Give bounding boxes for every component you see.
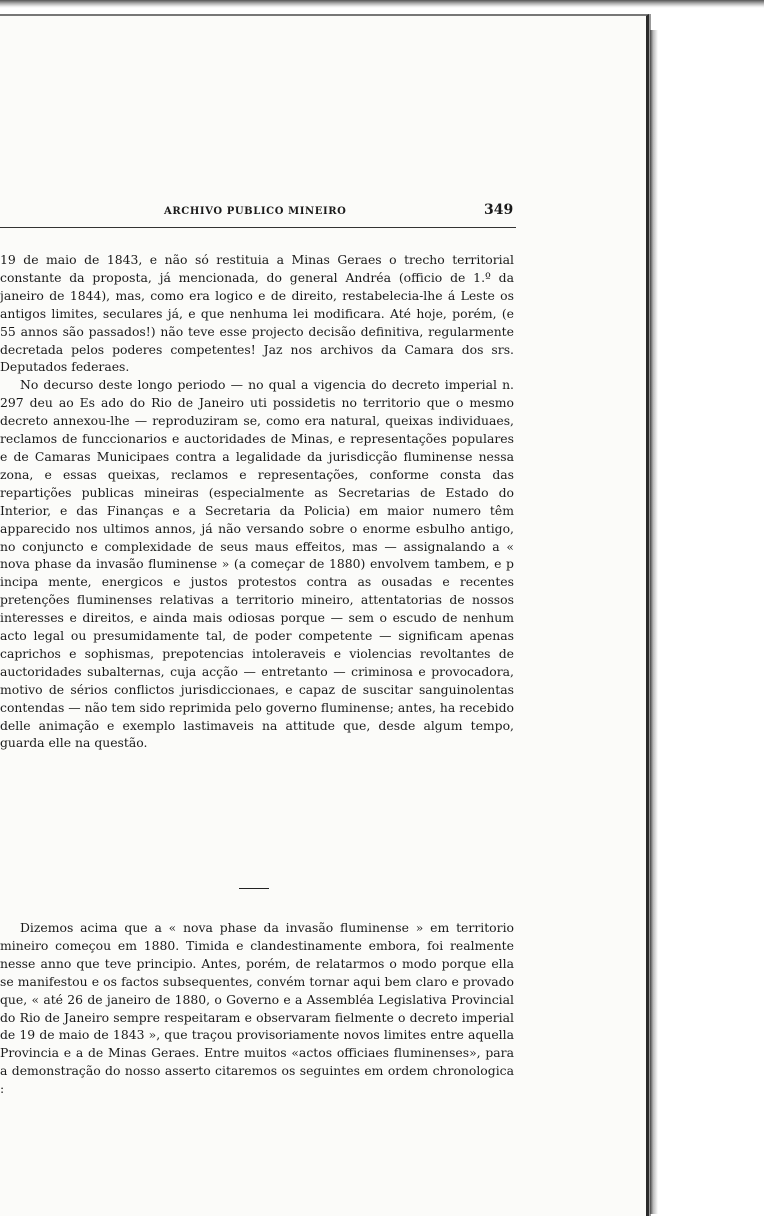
running-head (0, 202, 520, 222)
paragraph: Dizemos acima que a « nova phase da invasão fluminense » em territorio mineiro começou em 1880. Timida e clandestinamente embora, foi realmente nesse anno que teve principio. Antes, porém, de relatarmos o modo porque ella se manifestou e os factos subsequentes, convém tornar aqui bem claro e provado que, « até 26 de janeiro de 1880, o Governo e a Assembléa Legislativa Provincial do Rio de Janeiro sempre respeitaram e observaram fielmente o decreto imperial de 19 de maio de 1843 », que traçou provisoriamente novos limites entre aquella Provincia e a de Minas Geraes. Entre muitos «actos officiaes fluminenses», para a demonstração do nosso asserto citaremos os seguintes em ordem chronologica : (0, 920, 514, 1097)
paragraph-continuation: 19 de maio de 1843, e não só restituia a Minas Geraes o trecho territorial constante da proposta, já mencionada, do general Andréa (officio de 1.º da janeiro de 1844), mas, como era logico e de direito, restabelecia-lhe á Leste os antigos limites, seculares já, e que nenhuma lei modificara. Até hoje, porém, (e 55 annos são passados!) não teve esse projecto decisão definitiva, regularmente decretada pelos poderes competentes! Jaz nos archivos da Camara dos srs. Deputados federaes. (0, 252, 514, 375)
section-break-rule (239, 888, 269, 889)
text-block-lower (0, 919, 514, 1098)
paragraph: No decurso deste longo periodo — no qual a vigencia do decreto imperial n. 297 deu ao Es ado do Rio de Janeiro uti possidetis no territorio que o mesmo decreto annexou-lhe — reproduziram se, como era natural, queixas individuaes, reclamos de funccionarios e auctoridades de Minas, e representações populares e de Camaras Municipaes contra a legalidade da jurisdicção fluminense nessa zona, e essas queixas, reclamos e representações, conforme consta das repartições publicas mineiras (especialmente as Secretarias de Estado do Interior, e das Finanças e a Secretaria da Policia) em maior numero têm apparecido nos ultimos annos, já não versando sobre o enorme esbulho antigo, no conjuncto e complexidade de seus maus effeitos, mas — assignalando a « nova phase da invasão fluminense » (a começar de 1880) envolvem tambem, e p incipa mente, energicos e justos protestos contra as ousadas e recentes pretenções fluminenses relativas a territorio mineiro, attentatorias de nossos interesses e direitos, e ainda mais odiosas porque — sem o escudo de nenhum acto legal ou presumidamente tal, de poder competente — significam apenas caprichos e sophismas, prepotencias intoleraveis e violencias revoltantes de auctoridades subalternas, cuja acção — entretanto — criminosa e provocadora, motivo de sérios conflictos jurisdiccionaes, e capaz de suscitar sanguinolentas contendas — não tem sido reprimida pelo governo fluminense; antes, ha recebido delle animação e exemplo lastimaveis na attitude que, desde algum tempo, guarda elle na questão. (0, 377, 514, 751)
scan-shadow (0, 0, 764, 8)
book-page (0, 14, 649, 1216)
text-block-upper (0, 251, 514, 752)
header-rule (0, 227, 516, 228)
page-edge (650, 30, 658, 1214)
page-number: 349 (484, 202, 514, 218)
running-title: ARCHIVO PUBLICO MINEIRO (164, 206, 347, 217)
